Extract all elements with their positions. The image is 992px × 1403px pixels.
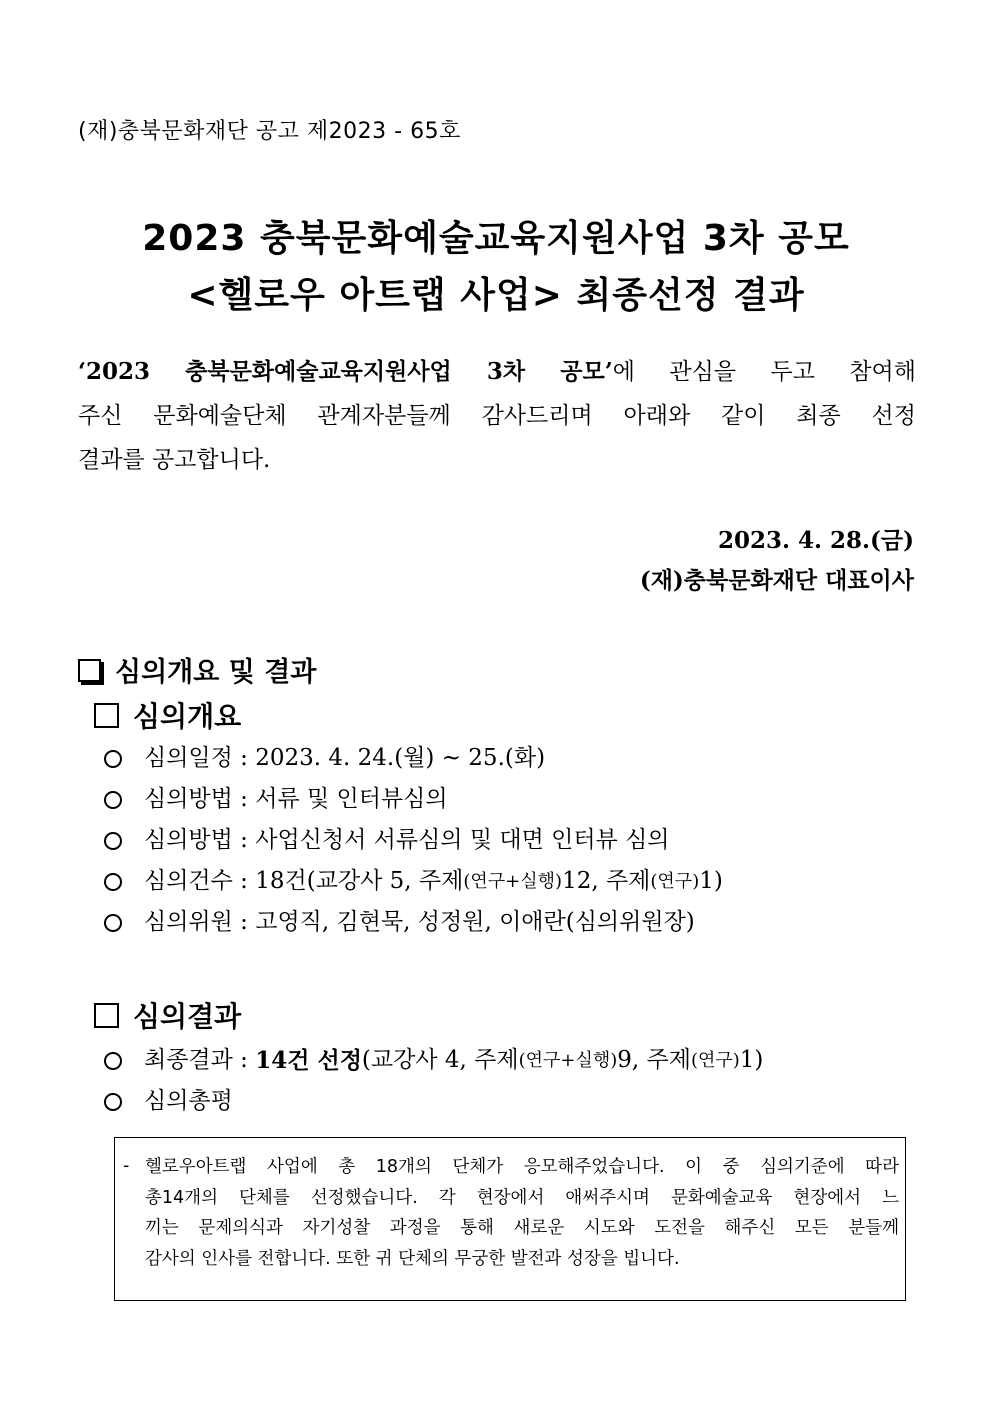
item-value-a: 18건(교강사 5, 주제 [255,868,464,894]
item-value-d: (연구) [650,871,700,892]
final-e: 1) [739,1047,764,1073]
item-label: 심의건수 [144,868,233,894]
item-value-e: 1) [699,868,723,894]
circle-bullet-icon [104,1052,122,1070]
final-count: 14건 선정 [255,1047,362,1074]
dash-bullet: - [123,1156,130,1176]
review-line-2: 총14개의 단체를 선정했습니다. 각 현장에서 애써주시며 문화예술교육 현장에서 느 [145,1187,899,1208]
title-line-2: <헬로우 아트랩 사업> 최종선정 결과 [187,275,805,316]
result-heading [94,995,241,1035]
item-value: 사업신청서 서류심의 및 대면 인터뷰 심의 [255,827,670,853]
overview-heading-text: 심의개요 [133,700,242,733]
result-list [104,1040,763,1122]
circle-bullet-icon [104,914,122,932]
section-heading [78,650,316,689]
review-line-3: 끼는 문제의식과 자기성찰 과정을 통해 새로운 시도와 도전을 해주신 모든 분들께 [145,1218,899,1238]
circle-bullet-icon [104,873,122,891]
circle-bullet-icon [104,1093,122,1111]
review-summary-box [114,1137,906,1301]
circle-bullet-icon [104,832,122,850]
circle-bullet-icon [104,750,122,768]
intro-paragraph [78,350,916,482]
intro-line-2: 주신 문화예술단체 관계자분들께 감사드리며 아래와 같이 최종 선정 [78,403,916,429]
list-item: 심의방법 : 서류 및 인터뷰심의 [104,779,723,820]
notice-date: 2023. 4. 28.(금) [717,527,914,554]
final-a: (교강사 4, 주제 [361,1047,519,1073]
final-label: 최종결과 [144,1047,233,1073]
square-bullet-icon [94,1003,119,1028]
section-heading-text: 심의개요 및 결과 [115,657,317,688]
list-item: 심의건수 : 18건(교강사 5, 주제 (연구+실행) 12, 주제 (연구) 1) [104,861,723,902]
intro-line-1-rest: 에 관심을 두고 참여해 [612,359,916,385]
list-item: 심의일정 : 2023. 4. 24.(월) ~ 25.(화) [104,738,723,779]
notice-number: (재)충북문화재단 공고 제2023 - 65호 [78,119,461,144]
intro-quote: ‘2023 충북문화예술교육지원사업 3차 공모’ [78,358,613,385]
final-c: 9, 주제 [617,1047,691,1073]
title-line-1: 2023 충북문화예술교육지원사업 3차 공모 [142,218,850,259]
review-label: 심의총평 [144,1088,233,1114]
overview-heading [94,695,241,735]
final-d: (연구) [690,1050,740,1071]
item-label: 심의방법 [144,827,233,853]
list-item: 심의위원 : 고영직, 김현묵, 성정원, 이애란(심의위원장) [104,902,723,943]
review-summary-text [145,1152,899,1274]
item-label: 심의일정 [144,745,233,771]
item-value: 2023. 4. 24.(월) ~ 25.(화) [255,745,546,771]
item-label: 심의위원 [144,909,233,935]
square-bullet-icon [94,703,119,728]
item-value: 서류 및 인터뷰심의 [255,786,448,812]
list-item [104,1081,763,1122]
final-b: (연구+실행) [518,1050,618,1071]
review-line-1: 헬로우아트랩 사업에 총 18개의 단체가 응모해주었습니다. 이 중 심의기준에 따라 [145,1157,899,1177]
circle-bullet-icon [104,791,122,809]
item-value-b: (연구+실행) [463,871,563,892]
list-item: 심의방법 : 사업신청서 서류심의 및 대면 인터뷰 심의 [104,820,723,861]
signature-organization: (재)충북문화재단 대표이사 [639,567,914,594]
list-item: 최종결과 : 14건 선정 (교강사 4, 주제 (연구+실행) 9, 주제 (연구) 1) [104,1040,763,1081]
item-value: 고영직, 김현묵, 성정원, 이애란(심의위원장) [255,909,695,935]
item-label: 심의방법 [144,786,233,812]
overview-list [104,738,723,943]
shadow-checkbox-icon [78,659,101,682]
review-line-4: 감사의 인사를 전합니다. 또한 귀 단체의 무궁한 발전과 성장을 빕니다. [145,1248,680,1269]
result-heading-text: 심의결과 [133,1000,242,1033]
intro-line-3: 결과를 공고합니다. [78,447,271,473]
item-value-c: 12, 주제 [562,868,651,894]
intro-line-1 [78,350,916,394]
